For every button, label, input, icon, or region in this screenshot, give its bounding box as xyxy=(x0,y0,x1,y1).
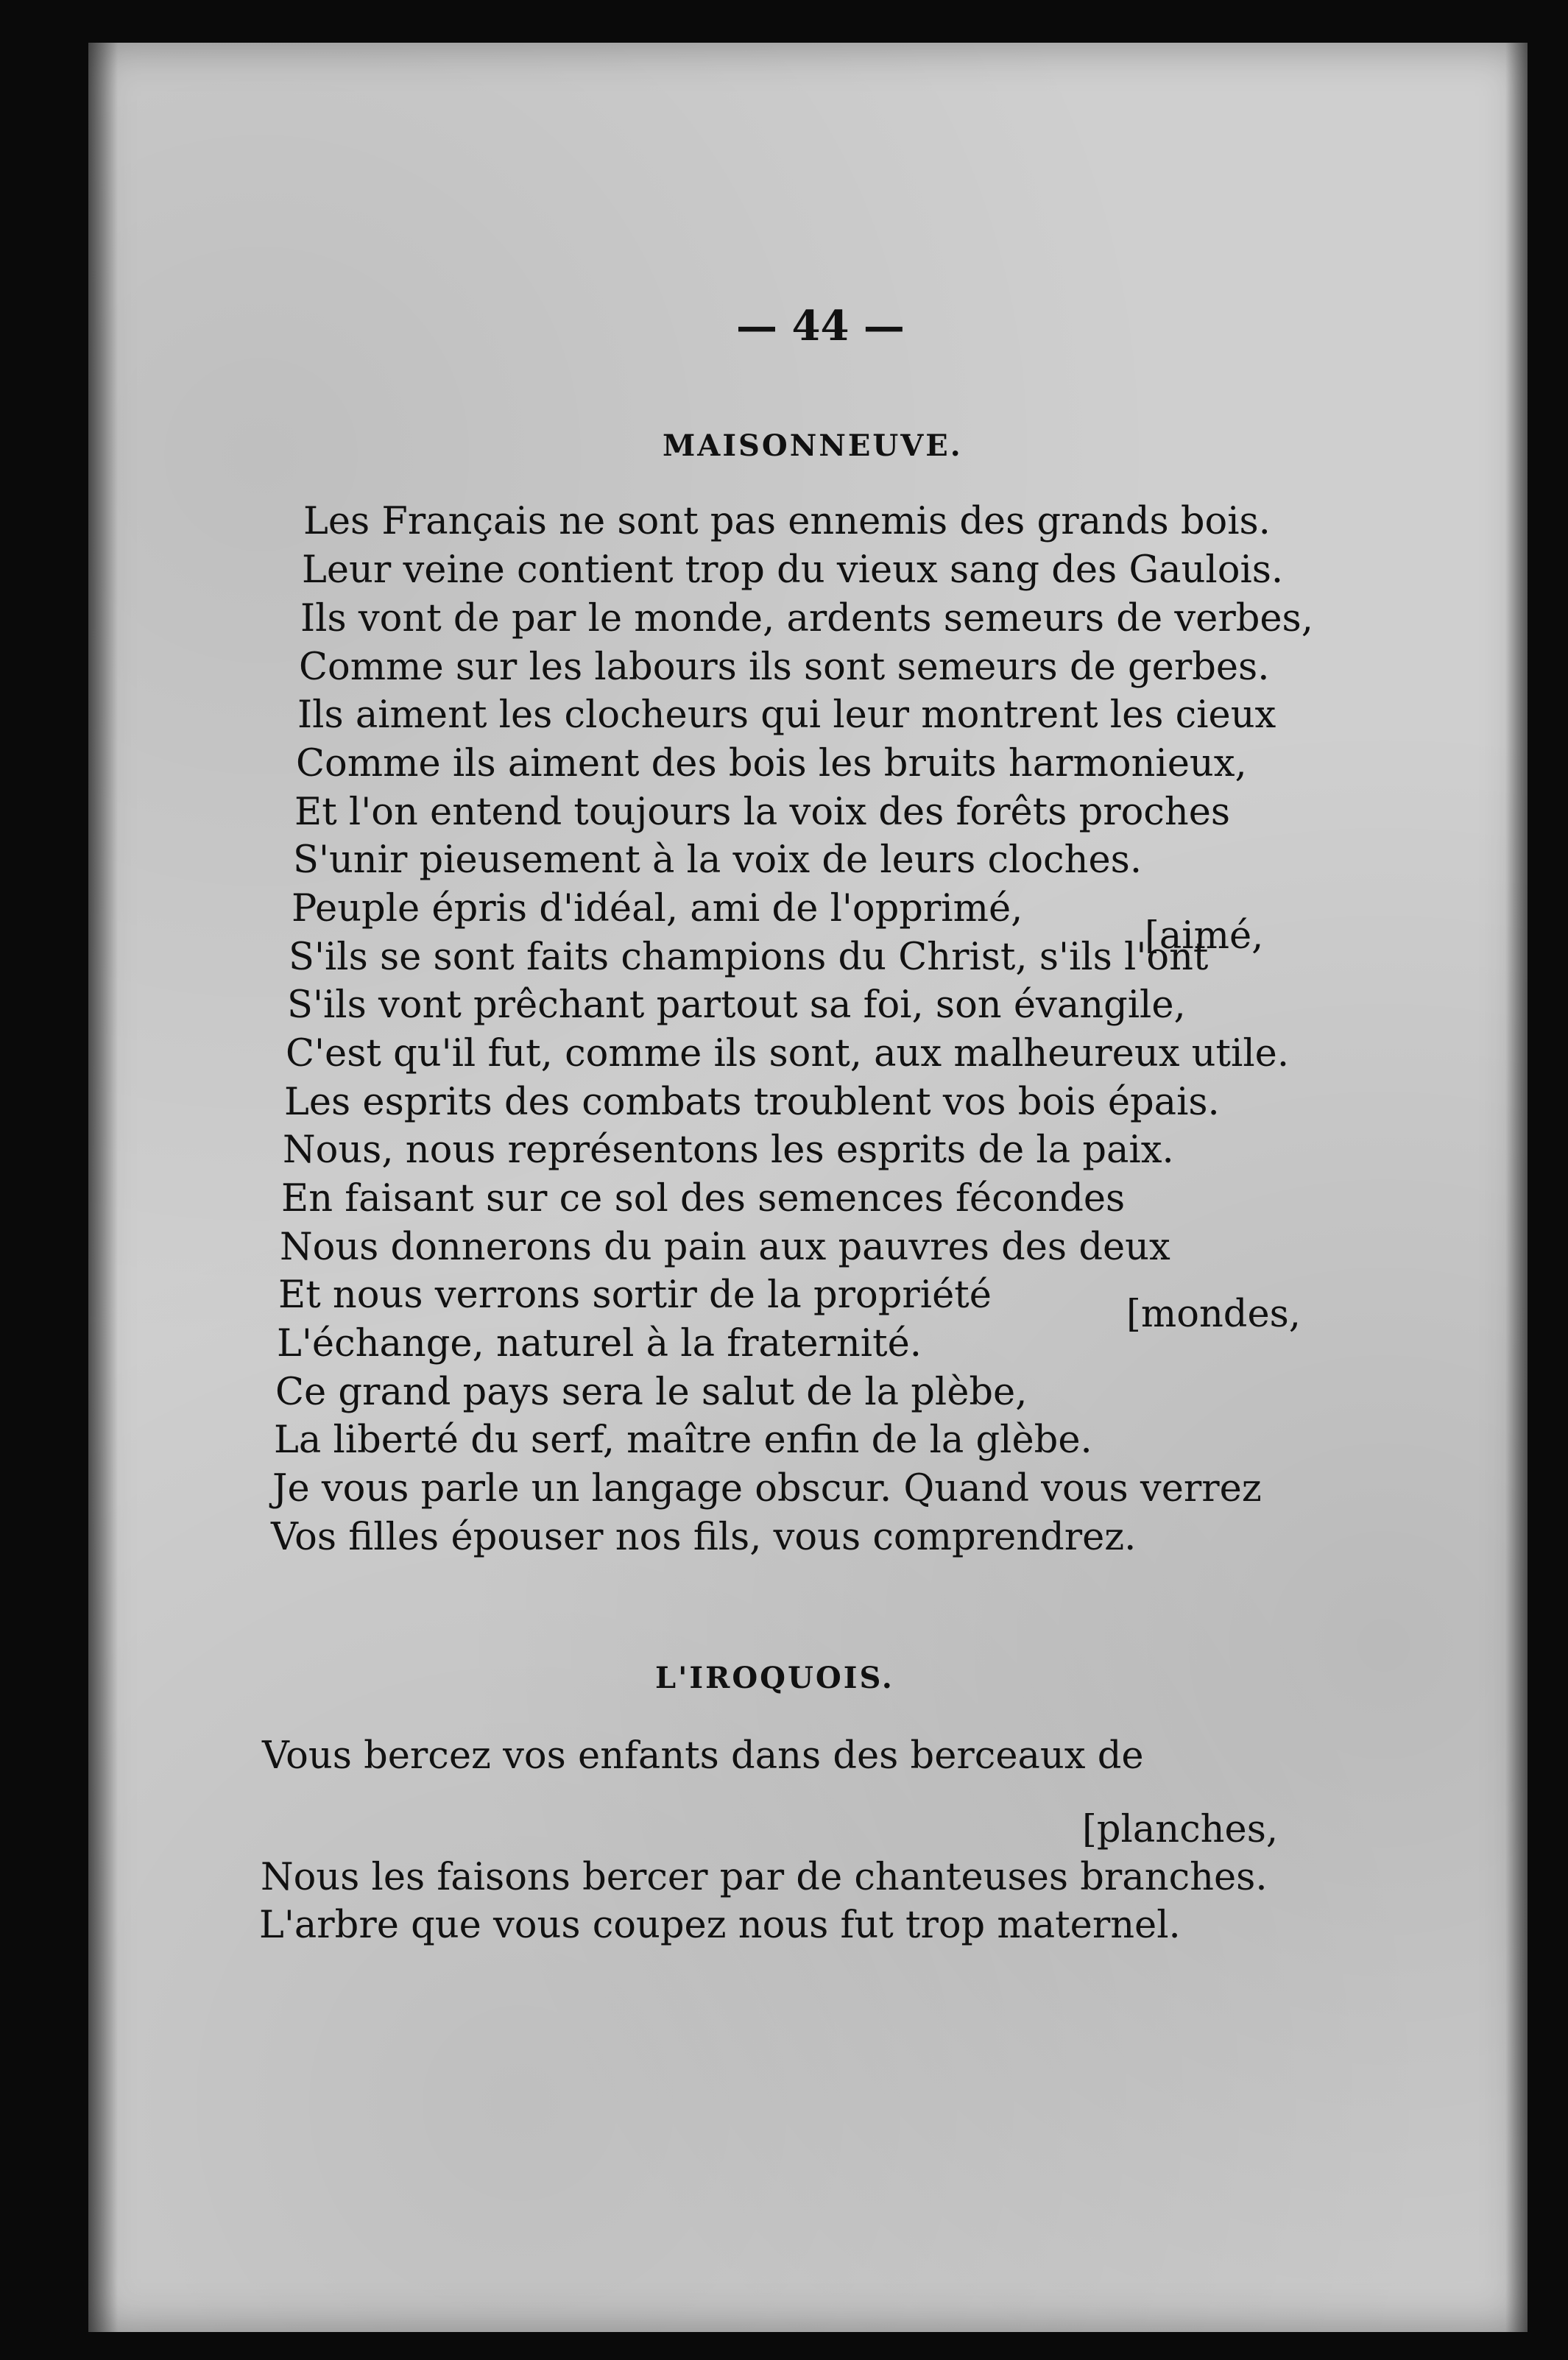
poem-line: Et l'on entend toujours la voix des forêts proches xyxy=(294,791,1231,834)
poem-line: Leur veine contient trop du vieux sang des Gaulois. xyxy=(302,548,1284,592)
poem-line: Comme ils aiment des bois les bruits harmonieux, xyxy=(296,742,1247,785)
poem-line: Ce grand pays sera le salut de la plèbe, xyxy=(275,1371,1028,1414)
poem-line: S'ils se sont faits champions du Christ, s'ils l'ont xyxy=(289,936,1209,979)
poem-line: Je vous parle un langage obscur. Quand vous verrez xyxy=(272,1467,1262,1511)
poem-line: Peuple épris d'idéal, ami de l'opprimé, xyxy=(292,887,1023,930)
poem-line: S'unir pieusement à la voix de leurs cloches. xyxy=(293,838,1143,882)
poem-line: L'échange, naturel à la fraternité. xyxy=(277,1322,922,1366)
verse-turnover: [aimé, xyxy=(1145,914,1264,958)
page-edge-shadow xyxy=(1505,43,1528,2332)
poem-line: En faisant sur ce sol des semences fécondes xyxy=(281,1177,1126,1220)
poem-line: La liberté du serf, maître enfin de la glèbe. xyxy=(274,1419,1092,1462)
poem-line: Nous les faisons bercer par de chanteuses branches. xyxy=(261,1856,1268,1899)
poem-title-iroquois: L'IROQUOIS. xyxy=(655,1661,894,1695)
poem-line: Et nous verrons sortir de la propriété xyxy=(278,1273,992,1317)
poem-line: Nous, nous représentons les esprits de la paix. xyxy=(283,1128,1174,1172)
verse-turnover: [planches, xyxy=(1082,1808,1279,1851)
poem-line: Vos filles épouser nos fils, vous comprendrez. xyxy=(271,1516,1137,1559)
poem-line: Les esprits des combats troublent vos bois épais. xyxy=(284,1081,1220,1124)
poem-title-maisonneuve: MAISONNEUVE. xyxy=(663,428,963,463)
poem-line: Nous donnerons du pain aux pauvres des deux xyxy=(280,1226,1170,1269)
poem-line: Les Français ne sont pas ennemis des grands bois. xyxy=(303,500,1271,543)
poem-line: Vous bercez vos enfants dans des berceaux de xyxy=(262,1734,1144,1778)
page-gutter-shadow xyxy=(88,43,118,2332)
poem-line: Comme sur les labours ils sont semeurs de gerbes. xyxy=(299,646,1270,689)
page-number: — 44 — xyxy=(736,302,905,350)
verse-turnover: [mondes, xyxy=(1126,1293,1302,1336)
poem-line: Ils vont de par le monde, ardents semeurs de verbes, xyxy=(300,597,1313,640)
poem-line: L'arbre que vous coupez nous fut trop maternel. xyxy=(259,1904,1181,1947)
poem-line: C'est qu'il fut, comme ils sont, aux malheureux utile. xyxy=(286,1032,1290,1075)
poem-line: Ils aiment les clocheurs qui leur montrent les cieux xyxy=(297,693,1276,737)
poem-line: S'ils vont prêchant partout sa foi, son évangile, xyxy=(287,983,1186,1027)
